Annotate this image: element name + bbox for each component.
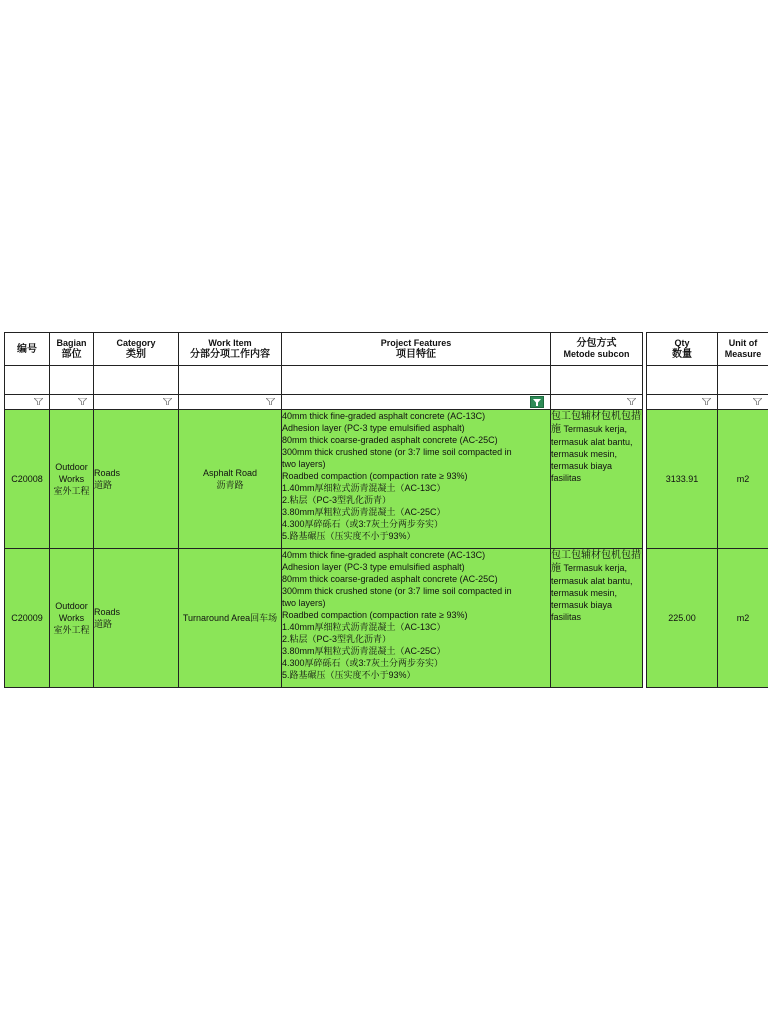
metode-cell[interactable]: 包工包辅材包机包措施 Termasuk kerja, termasuk alat bantu, termasuk mesin, termasuk biaya fasilitas xyxy=(551,410,643,549)
filter-cell-project-features xyxy=(282,395,551,410)
unit-cell[interactable]: m2 xyxy=(718,549,768,688)
filter-cell-unit xyxy=(718,395,768,410)
header-bagian[interactable]: Bagian 部位 xyxy=(50,333,94,366)
work-item-cell[interactable]: Turnaround Area回车场 xyxy=(179,549,282,688)
boq-table xyxy=(4,332,768,688)
active-filter-icon[interactable] xyxy=(530,396,544,408)
blank-cell[interactable] xyxy=(179,366,282,395)
header-row xyxy=(5,333,768,366)
blank-cell[interactable] xyxy=(551,366,643,395)
filter-cell-bagian xyxy=(50,395,94,410)
filter-cell-qty xyxy=(647,395,718,410)
qty-cell[interactable]: 225.00 xyxy=(647,549,718,688)
spreadsheet xyxy=(4,332,768,688)
work-item-cell[interactable]: Asphalt Road 沥青路 xyxy=(179,410,282,549)
project-features-cell[interactable]: 40mm thick fine-graded asphalt concrete (AC-13C) Adhesion layer (PC-3 type emulsified asphalt) 80mm thick coarse-graded asphalt concrete (AC-25C) 300mm thick crushed stone (or 3:7 lime soil compacted in two layers) Roadbed compaction (compaction rate ≥ 93%) 1.40mm厚细粒式沥青混凝土（AC-13C） 2.粘层（PC-3型乳化沥青） 3.80mm厚粗粒式沥青混凝土（AC-25C） 4.300厚碎砾石（或3:7灰土分两步夯实） 5.路基碾压（压实度不小于93%） xyxy=(282,410,551,549)
table-row xyxy=(5,549,768,688)
blank-cell[interactable] xyxy=(282,366,551,395)
header-category[interactable]: Category 类别 xyxy=(94,333,179,366)
filter-dropdown-icon[interactable] xyxy=(33,397,43,406)
filter-dropdown-icon[interactable] xyxy=(162,397,172,406)
filter-dropdown-icon[interactable] xyxy=(752,397,762,406)
qty-cell[interactable]: 3133.91 xyxy=(647,410,718,549)
unit-cell[interactable]: m2 xyxy=(718,410,768,549)
header-qty[interactable]: Qty 数量 xyxy=(647,333,718,366)
filter-cell-category xyxy=(94,395,179,410)
filter-dropdown-icon[interactable] xyxy=(265,397,275,406)
category-cell[interactable]: Roads 道路 xyxy=(94,410,179,549)
bagian-cell[interactable]: Outdoor Works 室外工程 xyxy=(50,549,94,688)
project-features-cell[interactable]: 40mm thick fine-graded asphalt concrete (AC-13C) Adhesion layer (PC-3 type emulsified asphalt) 80mm thick coarse-graded asphalt concrete (AC-25C) 300mm thick crushed stone (or 3:7 lime soil compacted in two layers) Roadbed compaction (compaction rate ≥ 93%) 1.40mm厚细粒式沥青混凝土（AC-13C） 2.粘层（PC-3型乳化沥青） 3.80mm厚粗粒式沥青混凝土（AC-25C） 4.300厚碎砾石（或3:7灰土分两步夯实） 5.路基碾压（压实度不小于93%） xyxy=(282,549,551,688)
blank-cell[interactable] xyxy=(50,366,94,395)
filter-cell-work-item xyxy=(179,395,282,410)
filter-cell-metode xyxy=(551,395,643,410)
metode-cell[interactable]: 包工包辅材包机包措施 Termasuk kerja, termasuk alat bantu, termasuk mesin, termasuk biaya fasilitas xyxy=(551,549,643,688)
item-code-cell[interactable]: C20009 xyxy=(5,549,50,688)
bagian-cell[interactable]: Outdoor Works 室外工程 xyxy=(50,410,94,549)
filter-dropdown-icon[interactable] xyxy=(626,397,636,406)
category-cell[interactable]: Roads 道路 xyxy=(94,549,179,688)
filter-dropdown-icon[interactable] xyxy=(701,397,711,406)
filter-dropdown-icon[interactable] xyxy=(77,397,87,406)
blank-cell[interactable] xyxy=(5,366,50,395)
filter-row xyxy=(5,395,768,410)
header-project-features[interactable]: Project Features 项目特征 xyxy=(282,333,551,366)
blank-cell[interactable] xyxy=(647,366,718,395)
header-code[interactable]: 编号 xyxy=(5,333,50,366)
filter-cell-code xyxy=(5,395,50,410)
header-work-item[interactable]: Work Item 分部分项工作内容 xyxy=(179,333,282,366)
header-metode[interactable]: 分包方式 Metode subcon xyxy=(551,333,643,366)
header-unit[interactable]: Unit of Measure xyxy=(718,333,768,366)
blank-cell[interactable] xyxy=(94,366,179,395)
blank-cell[interactable] xyxy=(718,366,768,395)
item-code-cell[interactable]: C20008 xyxy=(5,410,50,549)
blank-row xyxy=(5,366,768,395)
table-row xyxy=(5,410,768,549)
